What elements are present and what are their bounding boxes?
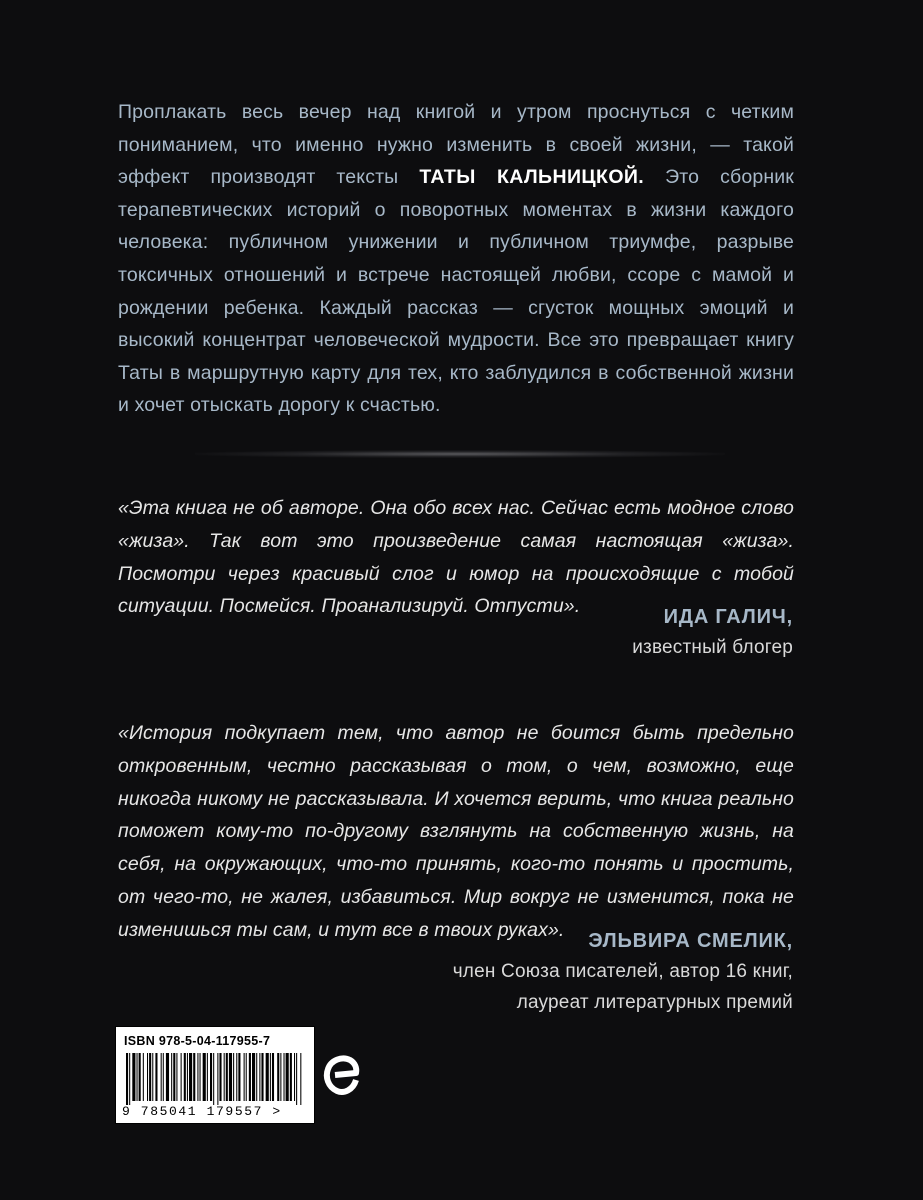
isbn-barcode xyxy=(115,1026,315,1124)
reviewer-name-2: ЭЛЬВИРА СМЕЛИК, xyxy=(588,930,793,952)
annotation-paragraph xyxy=(118,96,794,422)
section-divider xyxy=(195,450,725,458)
review-signature-1 xyxy=(632,602,793,663)
author-name: ТАТЫ КАЛЬНИЦКОЙ. xyxy=(419,166,645,189)
review-quote-2: «История подкупает тем, что автор не боится быть предельно откровенным, честно рассказывая о том, о чем, возможно, еще никогда никому не рассказывала. И хочется верить, что книга реально поможет кому-то по-другому взглянуть на собственную жизнь, на себя, на окружающих, что-то принять, кого-то понять и простить, от чего-то, не жалея, избавиться. Мир вокруг не изменится, пока не изменишься ты сам, и тут все в твоих руках». xyxy=(118,722,794,941)
publisher-logo-icon xyxy=(318,1050,368,1100)
annotation-text-start: Проплакать весь вечер над книгой и утром проснуться с четким пониманием, что именно нужно изменить в своей жизни, — такой эффект производят тексты xyxy=(118,101,794,189)
isbn-number: ISBN 978-5-04-117955-7 xyxy=(124,1034,271,1048)
reviewer-role-1: известный блогер xyxy=(632,637,793,658)
barcode-bars xyxy=(126,1053,304,1105)
review-signature-2 xyxy=(453,926,793,1018)
reviewer-role-2b: лауреат литературных премий xyxy=(516,992,793,1013)
review-quote-1: «Эта книга не об авторе. Она обо всех нас. Сейчас есть модное слово «жиза». Так вот это произведение самая настоящая «жиза». Посмотри через красивый слог и юмор на происходящие с тобой ситуации. Посмейся. Проанализируй. Отпусти». xyxy=(118,497,794,618)
reviewer-role-2a: член Союза писателей, автор 16 книг, xyxy=(452,961,793,982)
reviewer-name-1: ИДА ГАЛИЧ, xyxy=(663,606,793,628)
annotation-text-end: Это сборник терапевтических историй о поворотных моментах в жизни каждого человека: публичном унижении и публичном триумфе, разрыве токсичных отношений и встрече настоящей любви, ссоре с мамой и рождении ребенка. Каждый рассказ — сгусток мощных эмоций и высокий концентрат человеческой мудрости. Все это превращает книгу Таты в маршрутную карту для тех, кто заблудился в собственной жизни и хочет отыскать дорогу к счастью. xyxy=(118,166,794,417)
barcode-digits: 9 785041 179557 > xyxy=(122,1104,282,1119)
